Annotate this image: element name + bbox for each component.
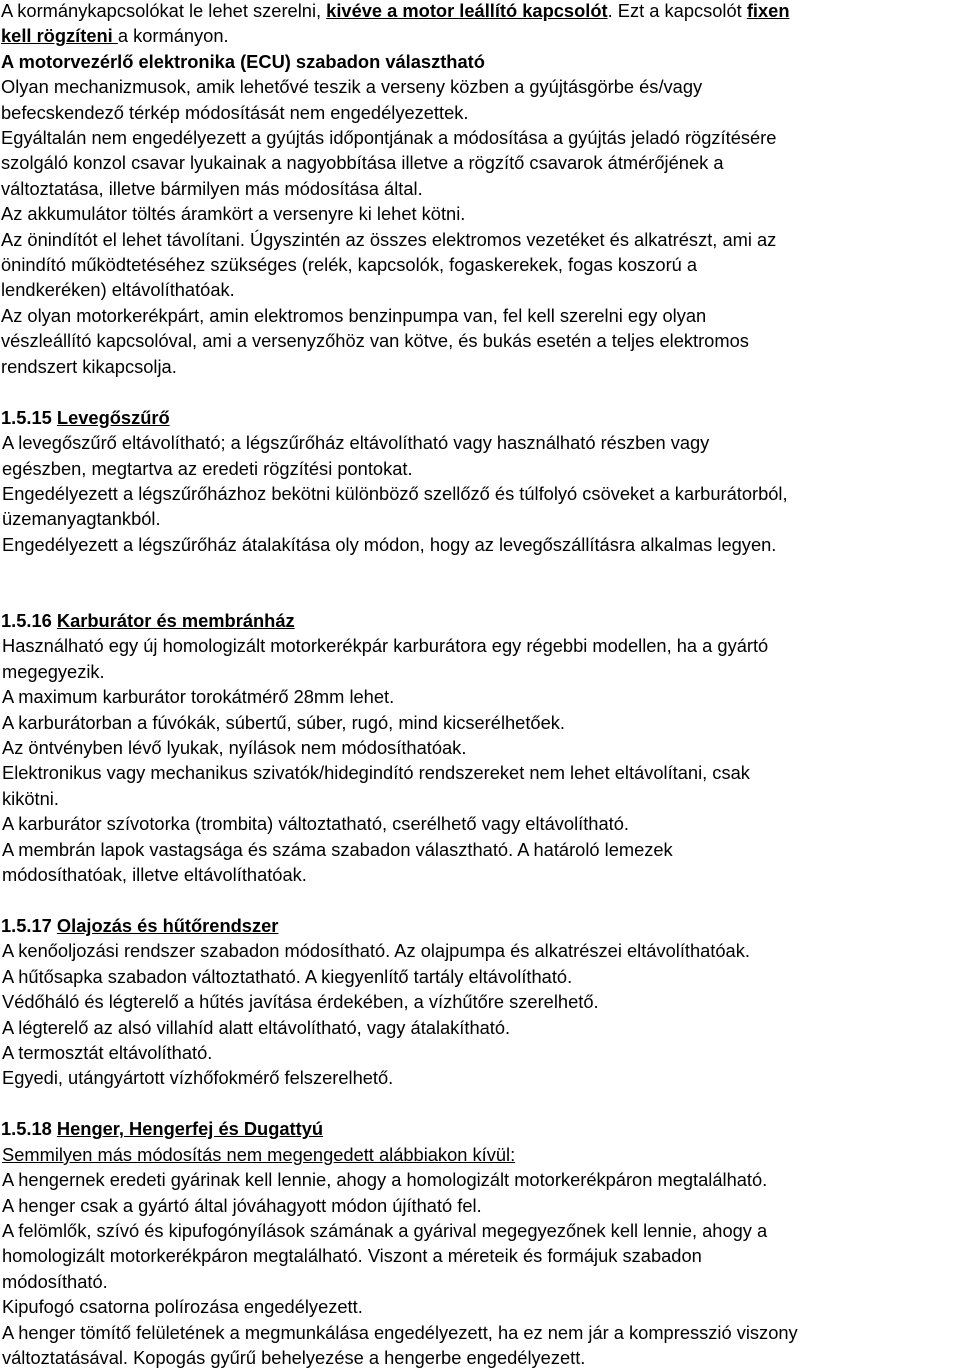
paragraph-line: kikötni. <box>2 787 59 809</box>
paragraph-line: A hengernek eredeti gyárinak kell lennie, ahogy a homologizált motorkerékpáron megtalálható. <box>2 1169 768 1191</box>
section-number: 1.5.17 <box>1 914 57 936</box>
section-title: Levegőszűrő <box>56 406 170 428</box>
section-title: Karburátor és membránház <box>56 609 295 631</box>
paragraph-line: változtatása, illetve bármilyen más módosítása által. <box>1 177 423 199</box>
paragraph-line: A kenőoljozási rendszer szabadon módosítható. Az olajpumpa és alkatrészei eltávolíthatóak. <box>2 940 750 962</box>
paragraph-line <box>0 23 958 48</box>
paragraph-line: A henger csak a gyártó által jóváhagyott módon újítható fel. <box>2 1194 482 1216</box>
paragraph-line: A felömlők, szívó és kipufogónyílások számának a gyárival megegyezőnek kell lennie, ahogy a <box>2 1220 768 1242</box>
paragraph-line: Kipufogó csatorna polírozása engedélyezett. <box>2 1296 363 1318</box>
section-heading-air-filter <box>0 405 958 430</box>
spacer <box>0 1091 958 1117</box>
spacer <box>0 557 958 608</box>
paragraph-line: A levegőszűrő eltávolítható; a légszűrőház eltávolítható vagy használható részben vagy <box>2 432 710 454</box>
paragraph-line: A termosztát eltávolítható. <box>2 1042 213 1064</box>
section-subheading: Semmilyen más módosítás nem megengedett alábbiakon kívül: <box>2 1143 516 1165</box>
section-heading-lubrication-cooling <box>0 913 958 938</box>
emphasis-kill-switch: kivéve a motor leállító kapcsolót <box>326 0 608 21</box>
section-heading-cylinder <box>0 1116 958 1141</box>
paragraph-line: rendszert kikapcsolja. <box>1 355 177 377</box>
section-title: Olajozás és hűtőrendszer <box>56 914 279 936</box>
paragraph-line: Az öntvényben lévő lyukak, nyílások nem módosíthatóak. <box>2 736 467 758</box>
paragraph-line: változtatásával. Kopogás gyűrű behelyezése a hengerbe engedélyezett. <box>2 1347 586 1369</box>
paragraph-line: A légterelő az alsó villahíd alatt eltávolítható, vagy átalakítható. <box>2 1016 511 1038</box>
paragraph-handlebar-switches <box>0 0 958 23</box>
text-run: a kormányon. <box>117 25 229 47</box>
paragraph-line: vészleállító kapcsolóval, ami a versenyzőhöz van kötve, és bukás esetén a teljes elektromos <box>1 330 749 352</box>
paragraph-line: befecskendező térkép módosítását nem engedélyezettek. <box>1 101 469 123</box>
paragraph-line: módosítható. <box>2 1270 108 1292</box>
paragraph-line: Használható egy új homologizált motorkerékpár karburátora egy régebbi modellen, ha a gyártó <box>2 635 769 657</box>
paragraph-line: Az akkumulátor töltés áramkört a versenyre ki lehet kötni. <box>1 203 466 225</box>
paragraph-line: szolgáló konzol csavar lyukainak a nagyobbítása illetve a rögzítő csavarok átmérőjének a <box>1 152 724 174</box>
paragraph-line: A karburátor szívotorka (trombita) változtatható, cserélhető vagy eltávolítható. <box>2 813 629 835</box>
spacer <box>0 379 958 405</box>
text-run: Az önindítót el lehet távolítani. <box>1 228 250 250</box>
paragraph-line: önindító működtetéséhez szükséges (relék, kapcsolók, fogaskerekek, fogas koszorú a <box>1 254 698 276</box>
paragraph-line: Egyáltalán nem engedélyezett a gyújtás időpontjának a módosítása a gyújtás jeladó rögzítésére <box>1 127 777 149</box>
paragraph-line: Engedélyezett a légszűrőházhoz bekötni különböző szellőző és túlfolyó csöveket a karburátorból, <box>2 482 788 504</box>
paragraph-line: A henger tömítő felületének a megmunkálása engedélyezett, ha ez nem jár a kompresszió viszony <box>2 1321 798 1343</box>
paragraph-line: Olyan mechanizmusok, amik lehetővé teszik a verseny közben a gyújtásgörbe és/vagy <box>1 76 703 98</box>
paragraph-line: Egyedi, utángyártott vízhőfokmérő felszerelhető. <box>2 1067 394 1089</box>
spacer <box>0 887 958 913</box>
ecu-heading: A motorvezérlő elektronika (ECU) szabadon választható <box>1 50 485 72</box>
section-number: 1.5.18 <box>1 1118 57 1140</box>
paragraph-line: megegyezik. <box>2 660 105 682</box>
paragraph-line: üzemanyagtankból. <box>2 508 161 530</box>
section-title: Henger, Hengerfej és Dugattyú <box>56 1118 324 1140</box>
paragraph-line <box>0 227 958 252</box>
paragraph-line: A hűtősapka szabadon változtatható. A kiegyenlítő tartály eltávolítható. <box>2 965 573 987</box>
paragraph-line: Az olyan motorkerékpárt, amin elektromos benzinpumpa van, fel kell szerelni egy olyan <box>1 304 707 326</box>
section-number: 1.5.15 <box>1 406 57 428</box>
text-run: . Ezt a kapcsolót <box>607 0 747 21</box>
section-heading-carburetor <box>0 608 958 633</box>
section-number: 1.5.16 <box>1 609 57 631</box>
paragraph-line: Védőháló és légterelő a hűtés javítása érdekében, a vízhűtőre szerelhető. <box>2 991 599 1013</box>
paragraph-line: Engedélyezett a légszűrőház átalakítása oly módon, hogy az levegőszállításra alkalmas legyen. <box>2 533 777 555</box>
emphasis-must-fix: kell rögzíteni <box>1 25 118 47</box>
paragraph-line: Elektronikus vagy mechanikus szivatók/hidegindító rendszereket nem lehet eltávolítani, csak <box>2 762 750 784</box>
paragraph-line: módosíthatóak, illetve eltávolíthatóak. <box>2 863 307 885</box>
paragraph-line: lendkeréken) eltávolíthatóak. <box>1 279 235 301</box>
paragraph-line: A karburátorban a fúvókák, súbertű, súber, rugó, mind kicserélhetőek. <box>2 711 565 733</box>
text-run: A kormánykapcsolókat le lehet szerelni, <box>1 0 327 21</box>
paragraph-line: A membrán lapok vastagsága és száma szabadon választható. A határoló lemezek <box>2 838 673 860</box>
paragraph-line: A maximum karburátor torokátmérő 28mm lehet. <box>2 686 395 708</box>
text-run: Úgyszintén az összes elektromos vezetéket és alkatrészt, ami az <box>249 228 777 250</box>
paragraph-line: egészben, megtartva az eredeti rögzítési pontokat. <box>2 457 413 479</box>
emphasis-fixed: fixen <box>746 0 790 21</box>
paragraph-line: homologizált motorkerékpáron megtalálható. Viszont a méreteik és formájuk szabadon <box>2 1245 702 1267</box>
